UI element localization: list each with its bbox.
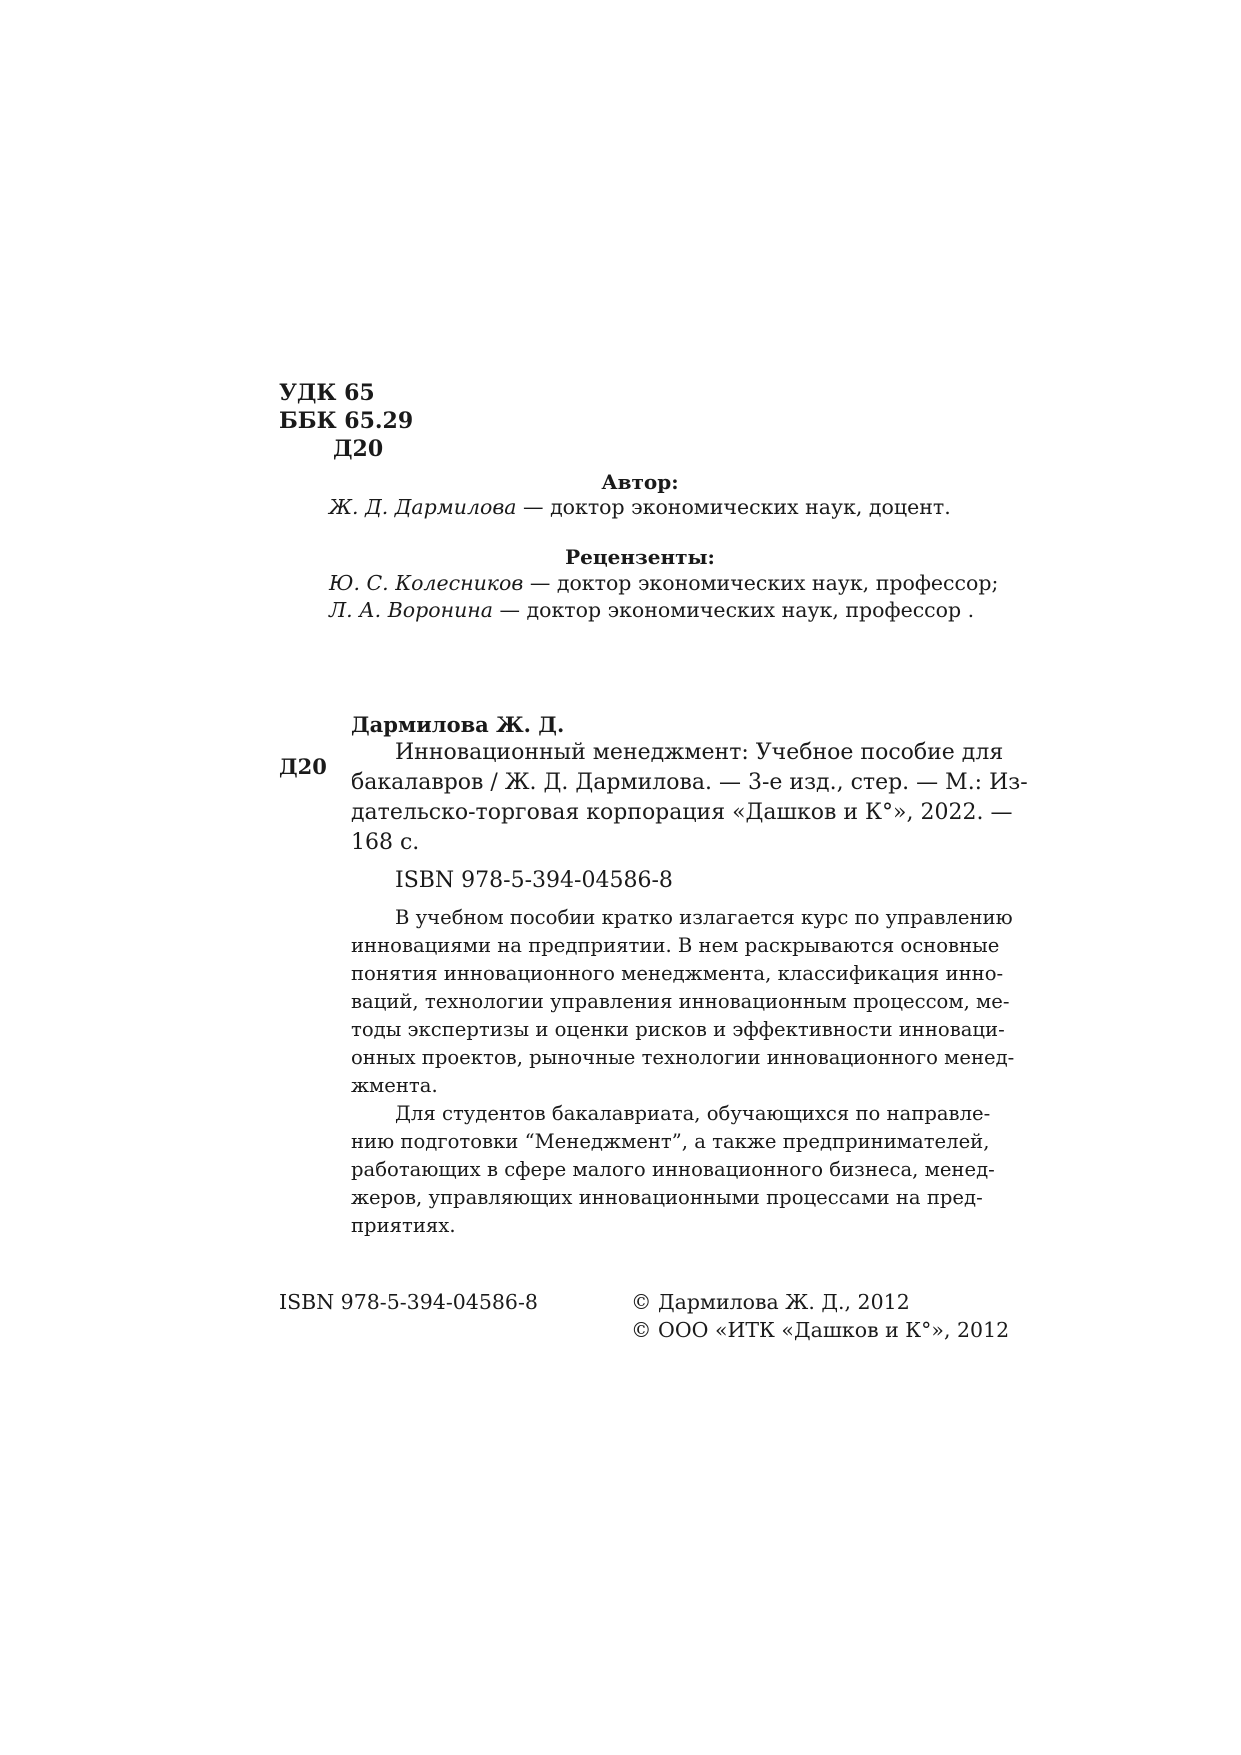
bib-description-line: бакалавров / Ж. Д. Дармилова. — 3-е изд., стер. — М.: Из- [351, 770, 1028, 795]
copyright-publisher: © ООО «ИТК «Дашков и К°», 2012 [631, 1318, 1010, 1342]
abstract-line: работающих в сфере малого инновационного бизнеса, менед- [351, 1158, 995, 1181]
reviewer-name: Л. А. Воронина [329, 598, 493, 622]
bib-isbn: ISBN 978-5-394-04586-8 [395, 868, 673, 893]
reviewers-heading: Рецензенты: [565, 545, 715, 569]
abstract-line: нию подготовки “Менеджмент”, а также предпринимателей, [351, 1130, 990, 1153]
abstract-line: жеров, управляющих инновационными процессами на пред- [351, 1186, 983, 1209]
author-name: Ж. Д. Дармилова [329, 495, 517, 519]
footer-isbn: ISBN 978-5-394-04586-8 [279, 1290, 538, 1314]
bib-description-line: Инновационный менеджмент: Учебное пособие для [395, 740, 1004, 765]
abstract-line: приятиях. [351, 1214, 456, 1237]
abstract-line: ваций, технологии управления инновационным процессом, ме- [351, 990, 1010, 1013]
bib-margin-code: Д20 [279, 754, 327, 779]
abstract-line: онных проектов, рыночные технологии инновационного менед- [351, 1046, 1015, 1069]
author-description: — доктор экономических наук, доцент. [516, 495, 951, 519]
author-heading: Автор: [601, 470, 679, 494]
abstract-line: Для студентов бакалавриата, обучающихся по направле- [395, 1102, 991, 1125]
bbk-code: ББК 65.29 [279, 408, 414, 434]
abstract-line: тоды экспертизы и оценки рисков и эффективности инноваци- [351, 1018, 1005, 1041]
reviewer-description: — доктор экономических наук, профессор; [523, 571, 999, 595]
copyright-author: © Дармилова Ж. Д., 2012 [631, 1290, 910, 1314]
author-credit [329, 495, 951, 519]
reviewer-description: — доктор экономических наук, профессор . [493, 598, 975, 622]
author-mark-code: Д20 [333, 436, 384, 462]
abstract-line: жмента. [351, 1074, 438, 1097]
reviewer-credit [329, 598, 974, 622]
bib-description-line: 168 с. [351, 830, 420, 855]
abstract-line: понятия инновационного менеджмента, классификация инно- [351, 962, 1004, 985]
reviewer-name: Ю. С. Колесников [329, 571, 524, 595]
abstract-line: инновациями на предприятии. В нем раскрываются основные [351, 934, 1000, 957]
bib-description-line: дательско-торговая корпорация «Дашков и К°», 2022. — [351, 800, 1013, 825]
reviewer-credit [329, 571, 998, 595]
udk-code: УДК 65 [279, 380, 375, 406]
abstract-line: В учебном пособии кратко излагается курс по управлению [395, 906, 1013, 929]
bib-author: Дармилова Ж. Д. [351, 712, 565, 737]
